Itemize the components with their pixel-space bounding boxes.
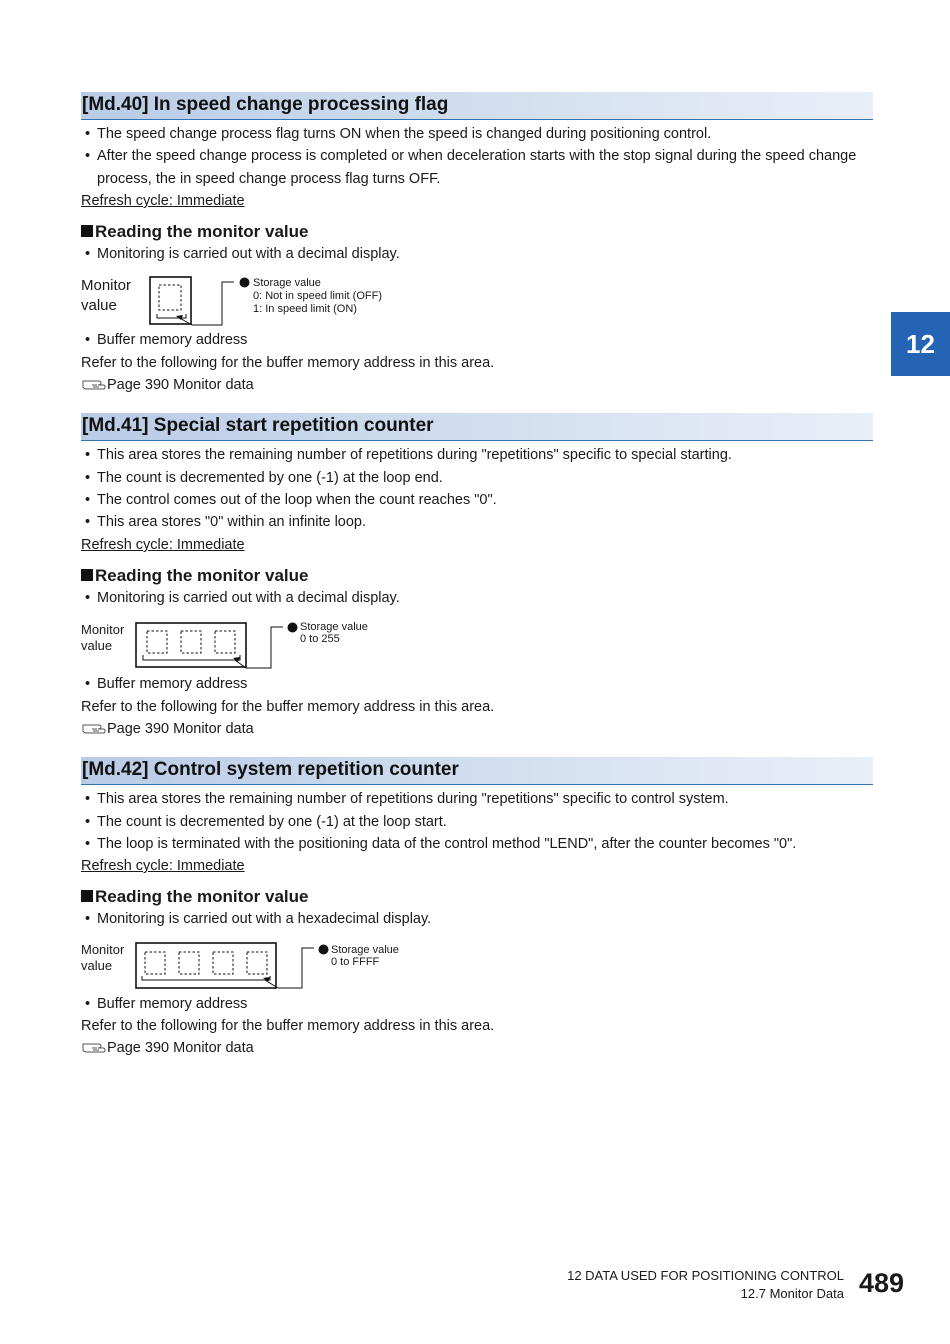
storage-value-title: Storage value xyxy=(331,944,399,956)
monitor-value-label: Monitor value xyxy=(81,622,125,653)
filled-circle-icon xyxy=(239,277,250,288)
monitor-display-diagram xyxy=(134,940,324,992)
refresh-cycle: Refresh cycle: Immediate xyxy=(81,537,245,553)
pointing-hand-icon xyxy=(81,1040,107,1054)
pointing-hand-icon xyxy=(81,721,107,735)
page-number: 489 xyxy=(859,1268,905,1298)
filled-circle-icon xyxy=(318,944,329,955)
section-title-md42 xyxy=(81,757,873,785)
refer-text: Refer to the following for the buffer memory address in this area. xyxy=(81,699,495,715)
refer-text: Refer to the following for the buffer memory address in this area. xyxy=(81,355,495,371)
square-bullet-icon xyxy=(81,890,93,902)
storage-value-title: Storage value xyxy=(253,277,321,289)
storage-value-line: 1: In speed limit (ON) xyxy=(253,303,357,315)
monitor-value-label: Monitor value xyxy=(81,277,132,314)
section-title-md40 xyxy=(81,92,873,120)
chapter-tab xyxy=(891,312,950,376)
storage-value-line: 0 to 255 xyxy=(300,633,340,645)
reading-monitor-heading: Reading the monitor value xyxy=(81,566,308,586)
pointing-hand-icon xyxy=(81,377,107,391)
monitor-display-diagram xyxy=(134,620,294,672)
square-bullet-icon xyxy=(81,569,93,581)
footer-chapter: 12 DATA USED FOR POSITIONING CONTROL xyxy=(567,1268,844,1283)
monitor-value-label: Monitor value xyxy=(81,942,125,973)
reading-monitor-heading: Reading the monitor value xyxy=(81,887,308,907)
storage-value-line: 0 to FFFF xyxy=(331,956,380,968)
footer-section: 12.7 Monitor Data xyxy=(740,1286,844,1301)
refresh-cycle: Refresh cycle: Immediate xyxy=(81,193,245,209)
refer-text: Refer to the following for the buffer memory address in this area. xyxy=(81,1018,495,1034)
section-title-text: [Md.41] Special start repetition counter xyxy=(82,415,434,436)
storage-value-line: 0: Not in speed limit (OFF) xyxy=(253,290,382,302)
section-title-text: [Md.42] Control system repetition counter xyxy=(82,759,459,780)
section-title-text: [Md.40] In speed change processing flag xyxy=(82,94,449,115)
chapter-tab-number: 12 xyxy=(906,328,935,359)
page-reference-link[interactable]: Page 390 Monitor data xyxy=(81,377,254,393)
filled-circle-icon xyxy=(287,622,298,633)
page-reference-link[interactable]: Page 390 Monitor data xyxy=(81,1040,254,1056)
section-title-md41 xyxy=(81,413,873,441)
storage-value-title: Storage value xyxy=(300,621,368,633)
page-reference-link[interactable]: Page 390 Monitor data xyxy=(81,721,254,737)
refresh-cycle: Refresh cycle: Immediate xyxy=(81,858,245,874)
square-bullet-icon xyxy=(81,225,93,237)
reading-monitor-heading: Reading the monitor value xyxy=(81,222,308,242)
